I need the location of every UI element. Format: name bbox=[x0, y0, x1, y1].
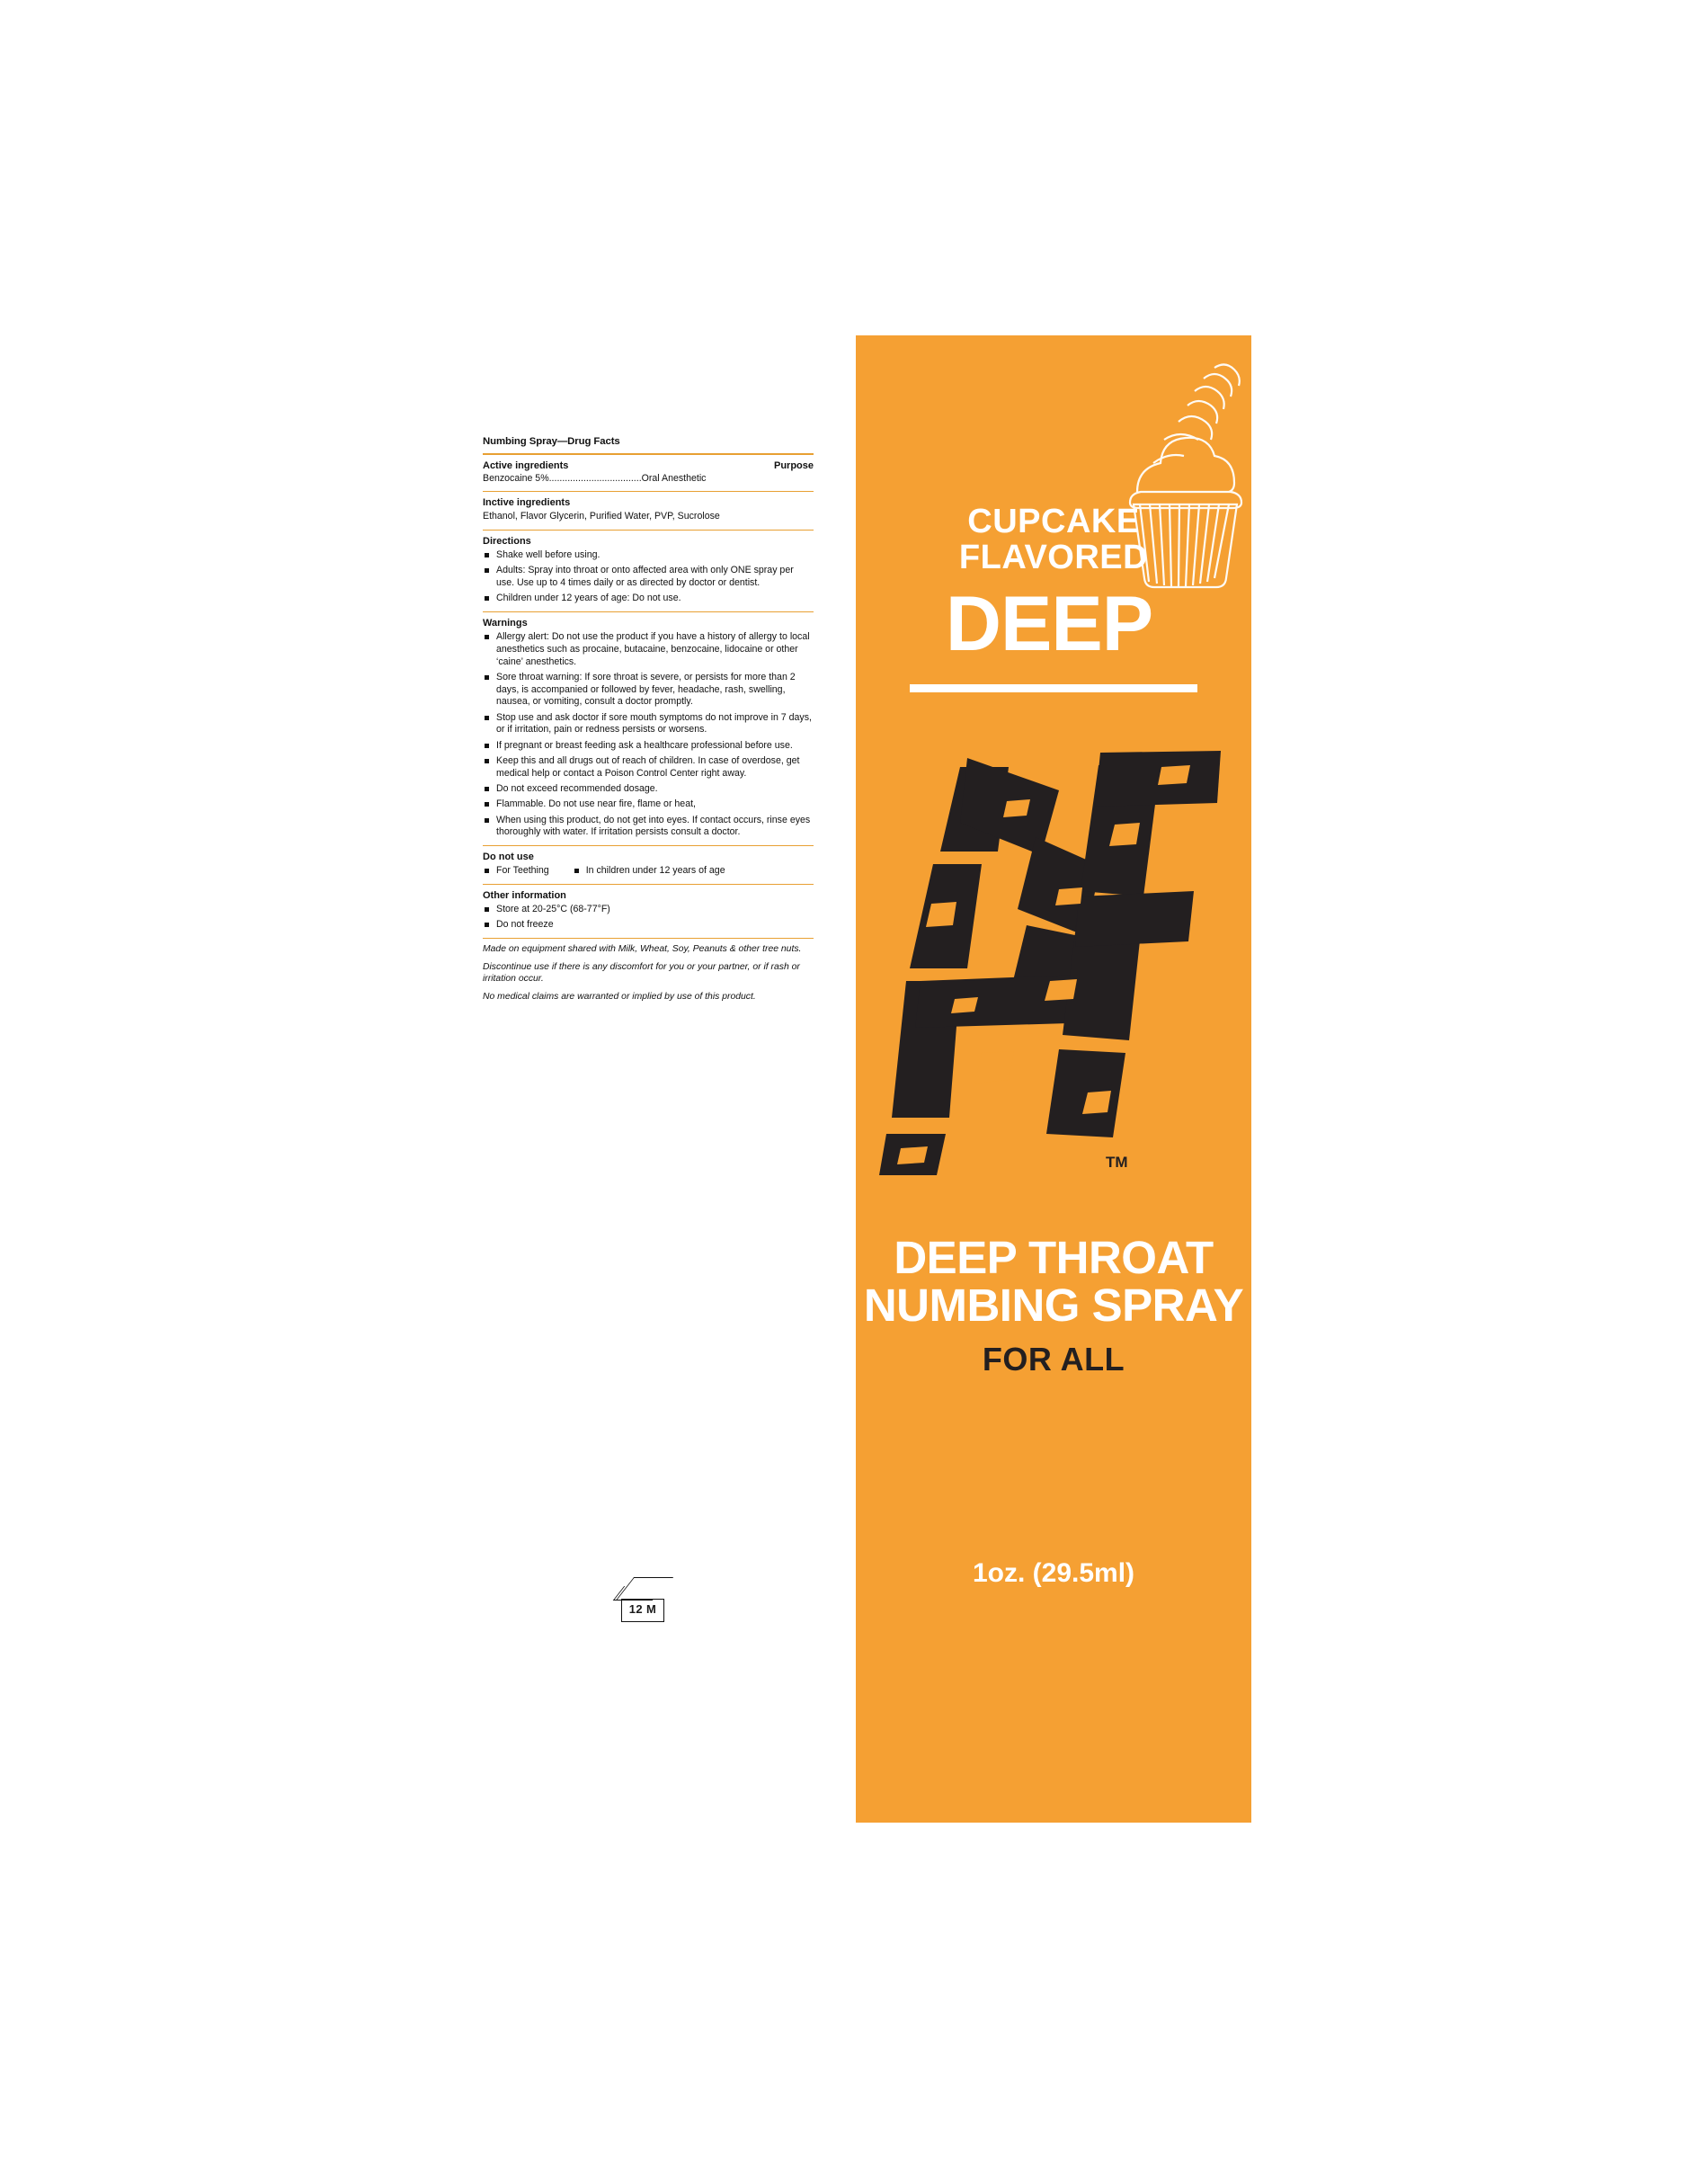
active-ingredients-headings bbox=[483, 459, 814, 472]
directions-label: Directions bbox=[483, 535, 531, 547]
do-not-use-list bbox=[483, 865, 814, 878]
divider bbox=[483, 491, 814, 492]
note-allergen: Made on equipment shared with Milk, Wheat, Soy, Peanuts & other tree nuts. bbox=[483, 943, 802, 954]
list-item: Allergy alert: Do not use the product if you have a history of allergy to local anesthetics such as procaine, butacaine, benzocaine, lidocaine or other ‘caine’ anesthetics. bbox=[483, 631, 814, 668]
brand-underline bbox=[910, 684, 1197, 692]
inactive-ingredients-label: Inctive ingredients bbox=[483, 497, 571, 509]
trademark-symbol: TM bbox=[1106, 1154, 1128, 1171]
directions-list bbox=[483, 549, 814, 605]
active-ingredients-value: Benzocaine 5%...................................Oral Anesthetic bbox=[483, 472, 707, 484]
note-discontinue: Discontinue use if there is any discomfort for you or your partner, or if rash or irritation occur. bbox=[483, 961, 800, 984]
pao-duration-label: 12 M bbox=[628, 1602, 657, 1616]
product-name-line-2: NUMBING SPRAY bbox=[863, 1280, 1244, 1331]
list-item: Flammable. Do not use near fire, flame or heat, bbox=[483, 798, 814, 811]
list-item: Store at 20-25°C (68-77°F) bbox=[483, 904, 814, 916]
brand-word: DEEP bbox=[945, 581, 1153, 667]
active-ingredients-label: Active ingredients bbox=[483, 459, 569, 471]
product-front-panel bbox=[856, 335, 1251, 1823]
drug-facts-title: Numbing Spray—Drug Facts bbox=[483, 436, 620, 447]
list-item: Children under 12 years of age: Do not use. bbox=[483, 593, 814, 605]
list-item: In children under 12 years of age bbox=[573, 865, 725, 878]
tagline: FOR ALL bbox=[982, 1341, 1125, 1378]
divider bbox=[483, 611, 814, 612]
flavor-line-2: FLAVORED bbox=[958, 539, 1149, 576]
divider bbox=[483, 530, 814, 531]
list-item: Do not exceed recommended dosage. bbox=[483, 783, 814, 796]
net-volume-label: 1oz. (29.5ml) bbox=[972, 1558, 1135, 1588]
list-item: If pregnant or breast feeding ask a healthcare professional before use. bbox=[483, 740, 814, 753]
warnings-list bbox=[483, 631, 814, 839]
af-brand-mark-icon bbox=[874, 711, 1233, 1179]
list-item: When using this product, do not get into eyes. If contact occurs, rinse eyes thoroughly with water. If irritation persists consult a doctor. bbox=[483, 815, 814, 840]
list-item: Sore throat warning: If sore throat is severe, or persists for more than 2 days, is accompanied or followed by fever, headache, rash, swelling, nausea, or vomiting, consult a doctor promptly. bbox=[483, 672, 814, 709]
other-information-list bbox=[483, 904, 814, 932]
do-not-use-label: Do not use bbox=[483, 852, 534, 863]
other-information-label: Other information bbox=[483, 889, 566, 901]
purpose-label: Purpose bbox=[773, 459, 814, 471]
divider bbox=[483, 884, 814, 885]
list-item: Stop use and ask doctor if sore mouth symptoms do not improve in 7 days, or if irritation, pain or redness persists or worsens. bbox=[483, 712, 814, 737]
list-item: For Teething bbox=[483, 865, 549, 878]
flavor-line-1: CUPCAKE bbox=[967, 503, 1140, 540]
period-after-opening-icon bbox=[616, 1575, 673, 1631]
divider bbox=[483, 453, 814, 455]
inactive-ingredients-value: Ethanol, Flavor Glycerin, Purified Water, PVP, Sucrolose bbox=[483, 511, 720, 522]
product-name-line-1: DEEP THROAT bbox=[894, 1232, 1214, 1283]
warnings-label: Warnings bbox=[483, 617, 528, 629]
list-item: Adults: Spray into throat or onto affected area with only ONE spray per use. Use up to 4 times daily or as directed by doctor or dentist. bbox=[483, 565, 814, 590]
note-claims: No medical claims are warranted or implied by use of this product. bbox=[483, 991, 756, 1002]
list-item: Shake well before using. bbox=[483, 549, 814, 562]
drug-facts-panel bbox=[483, 435, 814, 1009]
list-item: Keep this and all drugs out of reach of children. In case of overdose, get medical help or contact a Poison Control Center right away. bbox=[483, 755, 814, 780]
divider bbox=[483, 845, 814, 846]
list-item: Do not freeze bbox=[483, 919, 814, 932]
divider bbox=[483, 938, 814, 939]
